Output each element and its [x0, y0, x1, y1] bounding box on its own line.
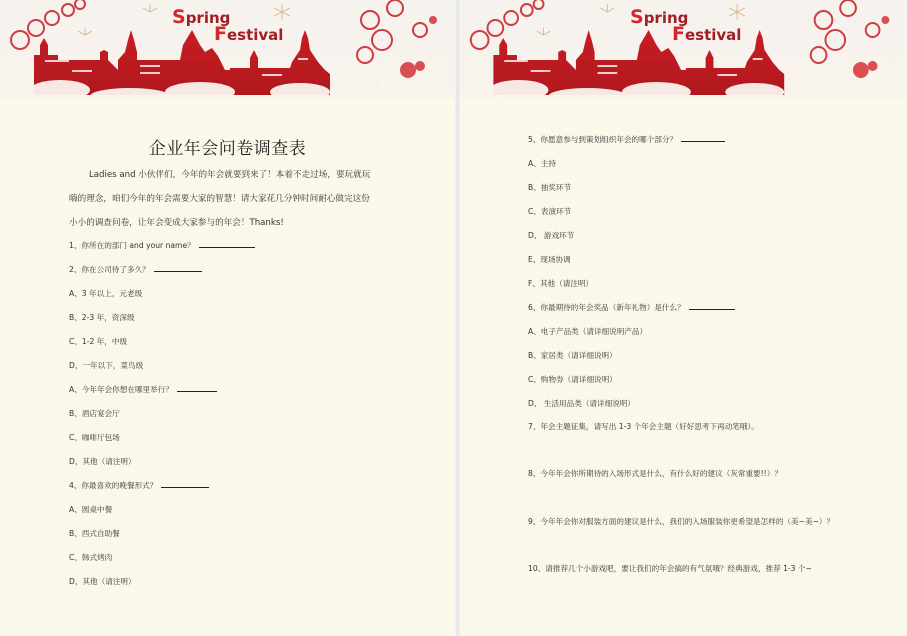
question-tenure: 2、你在公司待了多久？: [69, 264, 202, 275]
banner-festival-text: Festival: [672, 23, 742, 45]
intro-line-3: 小小的调查问卷，让年会变成大家参与的年会！Thanks!: [69, 218, 284, 228]
question-department: 1、你所在的部门 and your name？: [69, 240, 255, 251]
answer-blank[interactable]: [161, 486, 209, 488]
question-theme: 7、年会主题征集，请写出 1-3 个年会主题（好好思考下再动笔哦）。: [528, 422, 759, 431]
option[interactable]: C、表演环节: [528, 207, 572, 216]
option[interactable]: A、主持: [528, 159, 556, 168]
question-planning-role: 5、你愿意参与到策划组织年会的哪个部分？: [528, 134, 725, 145]
answer-blank[interactable]: [199, 246, 255, 248]
question-games: 10、请推荐几个小游戏吧，要让我们的年会搞的有气氛哦？经典游戏，推荐 1-3 个~: [528, 564, 812, 573]
option[interactable]: C、韩式烤肉: [69, 553, 113, 562]
question-venue: A、今年年会你想在哪里举行？: [69, 384, 217, 395]
option[interactable]: C、1-2 年，中级: [69, 337, 128, 346]
answer-blank[interactable]: [177, 390, 217, 392]
answer-blank[interactable]: [681, 140, 725, 142]
option[interactable]: A、3 年以上，元老级: [69, 289, 143, 298]
question-entrance: 8、今年年会你所期待的入场形式是什么，有什么好的建议（灰常重要!!）？: [528, 469, 782, 478]
option[interactable]: A、圆桌中餐: [69, 505, 113, 514]
survey-title: 企业年会问卷调查表: [148, 139, 307, 159]
option[interactable]: D、 游戏环节: [528, 231, 575, 240]
option[interactable]: B、西式自助餐: [69, 529, 120, 538]
option[interactable]: B、家居类（请详细说明）: [528, 351, 617, 360]
answer-blank[interactable]: [689, 308, 735, 310]
option[interactable]: D、其他（请注明）: [69, 457, 136, 466]
question-prize: 6、你最期待的年会奖品（新年礼物）是什么？: [528, 302, 735, 313]
intro-line-1: Ladies and 小伙伴们，今年的年会就要到来了！本着不走过场，要玩就玩: [89, 170, 371, 180]
option[interactable]: B、2-3 年，资深级: [69, 313, 135, 322]
spring-festival-banner: [0, 0, 455, 112]
option[interactable]: F、其他（请注明）: [528, 279, 594, 288]
question-dinner: 4、你最喜欢的晚餐形式？: [69, 480, 209, 491]
document-page-2: [460, 0, 907, 636]
option[interactable]: D、 生活用品类（请详细说明）: [528, 399, 635, 408]
option[interactable]: E、现场协调: [528, 255, 571, 264]
option[interactable]: D、一年以下，菜鸟级: [69, 361, 144, 370]
answer-blank[interactable]: [154, 270, 202, 272]
banner-spring-text: Spring: [630, 6, 689, 28]
banner-festival-text: Festival: [214, 23, 284, 45]
option[interactable]: B、抽奖环节: [528, 183, 572, 192]
option[interactable]: D、其他（请注明）: [69, 577, 136, 586]
banner-spring-text: Spring: [172, 6, 231, 28]
option[interactable]: B、酒店宴会厅: [69, 409, 120, 418]
question-costume: 9、今年年会你对服装方面的建议是什么，我们的入场服装你更希望是怎样的（美~美~）？: [528, 517, 835, 526]
option[interactable]: C、咖啡厅包场: [69, 433, 120, 442]
intro-line-2: 嗨的理念，咱们今年的年会需要大家的智慧！请大家花几分钟时间耐心做完这份: [69, 194, 370, 204]
option[interactable]: C、购物券（请详细说明）: [528, 375, 617, 384]
option[interactable]: A、电子产品类（请详细说明产品）: [528, 327, 648, 336]
spring-festival-banner: [460, 0, 907, 112]
